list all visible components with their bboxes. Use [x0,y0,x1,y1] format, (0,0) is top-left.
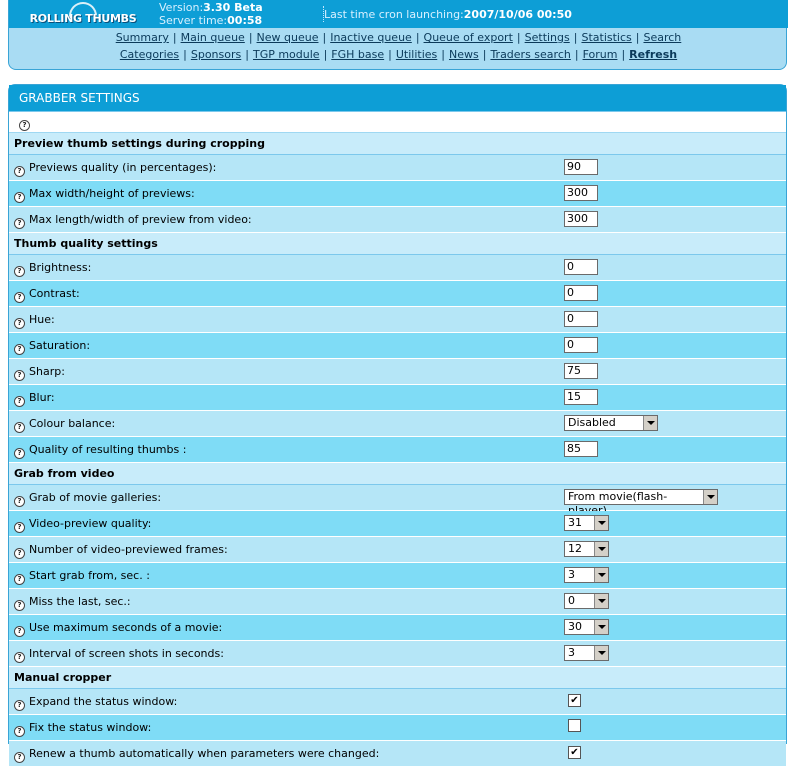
setting-select[interactable] [564,567,609,583]
setting-label-text: Max length/width of preview from video: [29,213,252,226]
setting-control [564,259,598,275]
help-icon[interactable]: ? [14,448,25,459]
setting-label-text: Interval of screen shots in seconds: [29,647,224,660]
setting-label-text: Sharp: [29,365,65,378]
chevron-down-icon[interactable] [594,594,608,608]
setting-control [564,645,609,661]
logo-text: ROLLING THUMBS [29,12,137,25]
help-icon[interactable]: ? [19,120,30,131]
setting-control [564,389,598,405]
setting-control [564,593,609,609]
help-icon[interactable]: ? [14,600,25,611]
section-header: Preview thumb settings during cropping [9,133,786,155]
nav-link-main-queue[interactable]: Main queue [180,31,245,44]
help-icon[interactable]: ? [14,344,25,355]
setting-select[interactable] [564,541,609,557]
setting-row [9,589,786,615]
nav-separator: | [248,31,253,44]
nav-link-statistics[interactable]: Statistics [581,31,632,44]
setting-row [9,485,786,511]
setting-select[interactable] [564,645,609,661]
setting-label-text: Blur: [29,391,55,404]
chevron-down-icon[interactable] [594,542,608,556]
setting-row [9,411,786,437]
chevron-down-icon[interactable] [643,416,657,430]
setting-row [9,615,786,641]
setting-input[interactable]: 0 [564,311,598,327]
setting-label-text: Grab of movie galleries: [29,491,162,504]
setting-label [14,695,177,711]
setting-row [9,333,786,359]
nav-link-inactive-queue[interactable]: Inactive queue [330,31,412,44]
setting-control [564,311,598,327]
setting-input[interactable]: 90 [564,159,598,175]
nav-separator: | [621,48,626,61]
section-header: Grab from video [9,463,786,485]
panel-help-row [9,112,786,133]
chevron-down-icon[interactable] [594,620,608,634]
setting-label-text: Max width/height of previews: [29,187,195,200]
setting-label-text: Quality of resulting thumbs : [29,443,187,456]
chevron-down-icon[interactable] [703,490,717,504]
setting-row [9,255,786,281]
help-icon[interactable]: ? [14,626,25,637]
setting-select[interactable] [564,515,609,531]
setting-control [564,159,598,175]
setting-input[interactable]: 0 [564,285,598,301]
nav-separator: | [574,48,579,61]
nav-link-utilities[interactable]: Utilities [395,48,438,61]
help-icon[interactable]: ? [14,522,25,533]
setting-row [9,307,786,333]
setting-checkbox[interactable]: ✔ [568,694,581,707]
select-value: Disabled [568,416,616,429]
help-icon[interactable]: ? [14,652,25,663]
setting-label-text: Saturation: [29,339,91,352]
setting-row [9,281,786,307]
setting-label-text: Fix the status window: [29,721,152,734]
setting-input[interactable]: 0 [564,337,598,353]
setting-label [14,595,131,611]
nav-link-news[interactable]: News [448,48,479,61]
setting-control [564,719,581,735]
setting-control [564,489,718,505]
setting-row [9,385,786,411]
setting-label [14,161,216,177]
setting-row [9,563,786,589]
nav-separator: | [322,31,327,44]
server-time-label: Server time: [159,14,228,27]
nav-separator: | [516,31,521,44]
help-icon[interactable]: ? [14,752,25,763]
setting-label [14,213,252,229]
setting-label-text: Use maximum seconds of a movie: [29,621,223,634]
setting-label [14,417,115,433]
setting-label-text: Previews quality (in percentages): [29,161,217,174]
nav-separator: | [573,31,578,44]
header-topbar [9,0,788,28]
setting-label [14,313,55,329]
setting-control [564,693,581,707]
nav-separator: | [482,48,487,61]
setting-label [14,391,55,407]
nav-link-sponsors[interactable]: Sponsors [190,48,242,61]
help-icon[interactable]: ? [14,496,25,507]
help-icon[interactable]: ? [14,700,25,711]
nav-link-new-queue[interactable]: New queue [256,31,319,44]
setting-row [9,155,786,181]
setting-checkbox[interactable]: ✔ [568,746,581,759]
setting-label [14,747,379,763]
setting-label [14,517,151,533]
setting-label [14,339,90,355]
nav-separator: | [183,48,187,61]
grabber-settings-panel [8,84,787,761]
nav-separator: | [441,48,445,61]
setting-input[interactable]: 300 [564,211,598,227]
setting-control [564,285,598,301]
help-icon[interactable]: ? [14,574,25,585]
main-nav-row-1 [9,31,788,44]
cron-value: 2007/10/06 00:50 [463,8,572,21]
panel-title: GRABBER SETTINGS [9,85,786,112]
nav-link-refresh[interactable]: Refresh [629,48,678,61]
nav-link-search[interactable]: Search [643,31,682,44]
setting-label [14,569,150,585]
setting-checkbox[interactable] [568,719,581,732]
setting-label [14,721,151,737]
setting-label-text: Number of video-previewed frames: [29,543,228,556]
setting-label [14,647,224,663]
section-header: Thumb quality settings [9,233,786,255]
setting-row [9,537,786,563]
nav-separator: | [388,48,392,61]
chevron-down-icon[interactable] [594,646,608,660]
setting-label [14,365,65,381]
setting-row [9,641,786,667]
setting-control [564,211,598,227]
select-value: 3 [568,568,575,581]
setting-select[interactable] [564,593,609,609]
setting-select[interactable] [564,489,718,505]
help-icon[interactable]: ? [14,218,25,229]
section-header: Manual cropper [9,667,786,689]
main-nav-row-2 [9,48,788,61]
nav-separator: | [323,48,328,61]
chevron-down-icon[interactable] [594,568,608,582]
setting-control [564,515,609,531]
nav-link-categories[interactable]: Categories [119,48,180,61]
nav-separator: | [415,31,420,44]
setting-input[interactable]: 75 [564,363,598,379]
version-info [159,1,263,27]
setting-input[interactable]: 300 [564,185,598,201]
setting-row [9,207,786,233]
nav-link-queue-of-export[interactable]: Queue of export [423,31,513,44]
setting-control [564,441,598,457]
setting-row [9,359,786,385]
setting-label [14,491,161,507]
version-label: Version: [159,1,204,14]
setting-control [564,363,598,379]
setting-control [564,619,609,635]
select-value: 3 [568,646,575,659]
setting-label-text: Contrast: [29,287,80,300]
help-icon[interactable]: ? [14,396,25,407]
help-icon[interactable]: ? [14,266,25,277]
cron-info [324,8,572,21]
help-icon[interactable]: ? [14,726,25,737]
select-value: 31 [568,516,582,529]
nav-separator: | [172,31,177,44]
setting-label-text: Renew a thumb automatically when parameters were changed: [29,747,380,760]
help-icon[interactable]: ? [14,192,25,203]
setting-row [9,511,786,537]
chevron-down-icon[interactable] [594,516,608,530]
setting-control [564,567,609,583]
setting-label-text: Expand the status window: [29,695,178,708]
select-value: 12 [568,542,582,555]
help-icon[interactable]: ? [14,166,25,177]
server-time-value: 00:58 [227,14,263,27]
setting-label [14,187,195,203]
nav-link-settings[interactable]: Settings [524,31,570,44]
select-value: 30 [568,620,582,633]
setting-label-text: Brightness: [29,261,92,274]
setting-control [564,185,598,201]
setting-row [9,715,786,741]
setting-row [9,437,786,463]
setting-select[interactable] [564,619,609,635]
nav-link-tgp-module[interactable]: TGP module [252,48,320,61]
rolling-thumbs-logo[interactable] [27,4,139,26]
setting-label [14,287,80,303]
setting-label [14,543,228,559]
setting-label-text: Colour balance: [29,417,116,430]
setting-label [14,621,222,637]
setting-input[interactable]: 0 [564,259,598,275]
setting-input[interactable]: 85 [564,441,598,457]
select-value: 0 [568,594,575,607]
setting-control [564,337,598,353]
nav-link-fgh-base[interactable]: FGH base [331,48,385,61]
setting-control [564,745,581,759]
nav-separator: | [635,31,640,44]
nav-link-summary[interactable]: Summary [115,31,169,44]
version-value: 3.30 Beta [203,1,263,14]
setting-label-text: Start grab from, sec. : [29,569,150,582]
setting-label-text: Hue: [29,313,55,326]
nav-separator: | [245,48,249,61]
nav-link-forum[interactable]: Forum [582,48,618,61]
setting-label [14,443,186,459]
help-icon[interactable]: ? [14,318,25,329]
help-icon[interactable]: ? [14,548,25,559]
setting-label-text: Miss the last, sec.: [29,595,131,608]
setting-control [564,541,609,557]
nav-link-traders-search[interactable]: Traders search [490,48,571,61]
setting-control [564,415,658,431]
help-icon[interactable]: ? [14,370,25,381]
setting-row [9,741,786,767]
cron-label: Last time cron launching: [324,8,464,21]
setting-row [9,181,786,207]
setting-label [14,261,91,277]
help-icon[interactable]: ? [14,292,25,303]
settings-sections [9,133,786,767]
setting-input[interactable]: 15 [564,389,598,405]
setting-row [9,689,786,715]
select-value: From movie(flash- [568,490,668,503]
help-icon[interactable]: ? [14,422,25,433]
setting-label-text: Video-preview quality: [29,517,152,530]
header-panel [8,0,787,70]
setting-select[interactable] [564,415,658,431]
